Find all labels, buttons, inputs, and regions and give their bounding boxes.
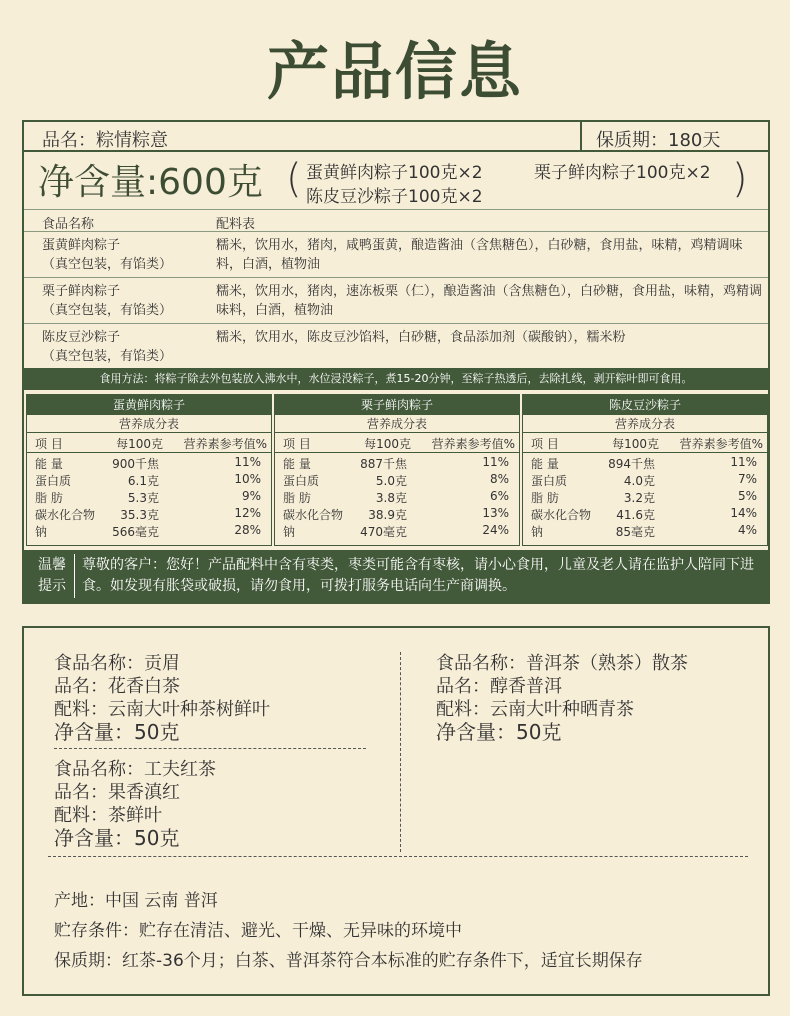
nutrient-name: 碳水化合物 xyxy=(35,508,96,522)
right-paren: ) xyxy=(732,156,748,202)
nutrient-per: 3.8克 xyxy=(375,491,407,505)
net-weight-row xyxy=(24,152,768,210)
nutrition-table-title: 蛋黄鲜肉粽子 xyxy=(27,395,271,415)
tip-label: 温馨提示 xyxy=(38,557,66,594)
nutrition-subtitle: 营养成分表 xyxy=(523,415,767,433)
nutrition-table-title: 陈皮豆沙粽子 xyxy=(523,395,767,415)
nutrition-row xyxy=(27,487,271,504)
divider xyxy=(580,122,582,150)
col-nrv: 营养素参考值% xyxy=(431,437,515,451)
nutrition-header xyxy=(523,433,767,453)
nutrient-per: 3.2克 xyxy=(623,491,655,505)
nutrient-name: 蛋白质 xyxy=(531,474,568,488)
nutrient-nrv: 4% xyxy=(737,523,757,537)
tea-net-weight: 净含量：50克 xyxy=(436,720,562,744)
tea-block xyxy=(436,652,688,744)
nutrient-per: 887千焦 xyxy=(360,457,407,471)
nutrition-header xyxy=(27,433,271,453)
product-name: 品名：粽情粽意 xyxy=(42,130,168,151)
nutrition-row xyxy=(523,453,767,470)
dashed-divider xyxy=(54,748,366,749)
nutrient-per: 900千焦 xyxy=(112,457,159,471)
shelf-life: 保质期：180天 xyxy=(596,130,721,151)
nutrient-per: 894千焦 xyxy=(608,457,655,471)
nutrition-row xyxy=(27,504,271,521)
nutrient-per: 5.0克 xyxy=(375,474,407,488)
nutrient-nrv: 8% xyxy=(489,472,509,486)
nutrient-name: 蛋白质 xyxy=(35,474,72,488)
nutrient-name: 碳水化合物 xyxy=(283,508,344,522)
nutrient-nrv: 5% xyxy=(737,489,757,503)
nutrient-per: 35.3克 xyxy=(120,508,159,522)
nutrient-nrv: 28% xyxy=(234,523,261,537)
nutrient-name: 碳水化合物 xyxy=(531,508,592,522)
ingredient-food-name xyxy=(42,328,172,366)
nutrition-row xyxy=(523,521,767,538)
nutrient-name: 钠 xyxy=(35,525,48,539)
ingredients-header xyxy=(24,210,768,232)
ingredient-list: 糯米，饮用水，陈皮豆沙馅料，白砂糖，食品添加剂（碳酸钠），糯米粉 xyxy=(216,330,626,345)
tea-net-weight: 净含量：50克 xyxy=(54,826,180,850)
nutrient-name: 蛋白质 xyxy=(283,474,320,488)
nutrition-header xyxy=(275,433,519,453)
content-item: 蛋黄鲜肉粽子100克×2 xyxy=(306,163,483,183)
nutrient-per: 41.6克 xyxy=(616,508,655,522)
nutrient-name: 脂 肪 xyxy=(531,491,559,505)
header-ingredients: 配料表 xyxy=(216,217,256,232)
tea-food-name: 食品名称：普洱茶（熟茶）散茶 xyxy=(436,653,688,674)
usage-instructions: 食用方法：将粽子除去外包装放入沸水中，水位浸没粽子，煮15-20分钟，至粽子热透后，去除扎线，剥开粽叶即可食用。 xyxy=(24,368,768,390)
nutrition-row xyxy=(275,470,519,487)
nutrient-per: 566毫克 xyxy=(112,525,159,539)
ingredient-list: 糯米，饮用水，猪肉，速冻板栗（仁），酿造酱油（含焦糖色），白砂糖，食用盐，味精，鸡精调味料，白酒，植物油 xyxy=(216,284,763,318)
nutrient-nrv: 13% xyxy=(482,506,509,520)
left-paren: ( xyxy=(286,156,302,202)
warm-tip xyxy=(24,550,768,602)
page-title: 产品信息 xyxy=(266,35,523,108)
food-package: （真空包装，有馅类） xyxy=(42,257,173,272)
dashed-divider xyxy=(48,856,748,857)
col-per: 每100克 xyxy=(116,437,163,451)
nutrient-name: 脂 肪 xyxy=(35,491,63,505)
col-item: 项 目 xyxy=(531,437,559,451)
nutrient-per: 470毫克 xyxy=(360,525,407,539)
nutrition-table xyxy=(522,394,768,546)
nutrition-table xyxy=(26,394,272,546)
nutrient-nrv: 9% xyxy=(241,489,261,503)
nutrition-row xyxy=(275,504,519,521)
nutrient-per: 38.9克 xyxy=(368,508,407,522)
nutrition-row xyxy=(27,521,271,538)
ingredient-food-name xyxy=(42,282,172,320)
col-per: 每100克 xyxy=(612,437,659,451)
nutrient-nrv: 11% xyxy=(482,455,509,469)
nutrient-name: 钠 xyxy=(283,525,296,539)
nutrient-name: 能 量 xyxy=(35,457,63,471)
nutrition-row xyxy=(27,470,271,487)
nutrient-per: 5.3克 xyxy=(127,491,159,505)
col-per: 每100克 xyxy=(364,437,411,451)
nutrition-subtitle: 营养成分表 xyxy=(275,415,519,433)
nutrient-nrv: 6% xyxy=(489,489,509,503)
col-nrv: 营养素参考值% xyxy=(679,437,763,451)
tip-text: 尊敬的客户：您好！产品配料中含有枣类，枣类可能含有枣核，请小心食用，儿童及老人请在监护人陪同下进食。如发现有胀袋或破损，请勿食用，可拨打服务电话向生产商调换。 xyxy=(82,557,754,594)
nutrient-per: 85毫克 xyxy=(615,525,655,539)
food-name: 陈皮豆沙粽子 xyxy=(42,330,121,345)
nutrient-per: 4.0克 xyxy=(623,474,655,488)
content-item: 栗子鲜肉粽子100克×2 xyxy=(534,163,711,183)
dashed-divider xyxy=(400,652,401,852)
nutrient-nrv: 14% xyxy=(730,506,757,520)
shelf-life-note: 保质期：红茶-36个月；白茶、普洱茶符合本标准的贮存条件下，适宜长期保存 xyxy=(54,951,643,971)
nutrition-row xyxy=(27,453,271,470)
col-item: 项 目 xyxy=(35,437,63,451)
tea-ingredients: 配料：云南大叶种茶树鲜叶 xyxy=(54,699,270,720)
content-item: 陈皮豆沙粽子100克×2 xyxy=(306,187,483,207)
tea-food-name: 食品名称：工夫红茶 xyxy=(54,759,216,780)
nutrition-table-title: 栗子鲜肉粽子 xyxy=(275,395,519,415)
tea-net-weight: 净含量：50克 xyxy=(54,720,180,744)
tea-name: 品名：花香白茶 xyxy=(54,676,180,697)
ingredient-food-name xyxy=(42,236,172,274)
ingredient-row xyxy=(24,232,768,278)
nutrition-row xyxy=(275,521,519,538)
nutrient-nrv: 11% xyxy=(234,455,261,469)
tea-block xyxy=(54,652,270,744)
nutrient-nrv: 12% xyxy=(234,506,261,520)
ingredient-list: 糯米，饮用水，猪肉，咸鸭蛋黄，酿造酱油（含焦糖色），白砂糖，食用盐，味精，鸡精调味料，白酒，植物油 xyxy=(216,238,743,272)
tea-info-panel xyxy=(22,626,770,996)
nutrient-name: 能 量 xyxy=(531,457,559,471)
tea-food-name: 食品名称：贡眉 xyxy=(54,653,180,674)
nutrition-table xyxy=(274,394,520,546)
col-item: 项 目 xyxy=(283,437,311,451)
tea-ingredients: 配料：茶鲜叶 xyxy=(54,805,162,826)
storage-condition: 贮存条件：贮存在清洁、避光、干燥、无异味的环境中 xyxy=(54,921,462,941)
tea-ingredients: 配料：云南大叶种晒青茶 xyxy=(436,699,634,720)
nutrition-subtitle: 营养成分表 xyxy=(27,415,271,433)
nutrition-row xyxy=(275,453,519,470)
nutrient-name: 脂 肪 xyxy=(283,491,311,505)
food-package: （真空包装，有馅类） xyxy=(42,349,173,364)
nutrition-row xyxy=(523,504,767,521)
nutrition-row xyxy=(523,470,767,487)
nutrient-per: 6.1克 xyxy=(127,474,159,488)
nutrient-nrv: 7% xyxy=(737,472,757,486)
nutrition-row xyxy=(275,487,519,504)
col-nrv: 营养素参考值% xyxy=(183,437,267,451)
header-food-name: 食品名称 xyxy=(42,217,95,232)
tea-name: 品名：果香滇红 xyxy=(54,782,180,803)
origin: 产地：中国 云南 普洱 xyxy=(54,891,218,911)
nutrient-nrv: 10% xyxy=(234,472,261,486)
tea-name: 品名：醇香普洱 xyxy=(436,676,562,697)
food-package: （真空包装，有馅类） xyxy=(42,303,173,318)
product-name-row xyxy=(24,122,768,152)
zongzi-info-panel xyxy=(22,120,770,604)
nutrition-row xyxy=(523,487,767,504)
divider xyxy=(74,554,75,598)
nutrient-name: 能 量 xyxy=(283,457,311,471)
net-weight: 净含量:600克 xyxy=(38,162,263,203)
food-name: 蛋黄鲜肉粽子 xyxy=(42,238,121,253)
ingredient-row xyxy=(24,278,768,324)
ingredient-row xyxy=(24,324,768,368)
food-name: 栗子鲜肉粽子 xyxy=(42,284,121,299)
nutrient-nrv: 11% xyxy=(730,455,757,469)
nutrient-nrv: 24% xyxy=(482,523,509,537)
nutrient-name: 钠 xyxy=(531,525,544,539)
tea-block xyxy=(54,758,216,850)
